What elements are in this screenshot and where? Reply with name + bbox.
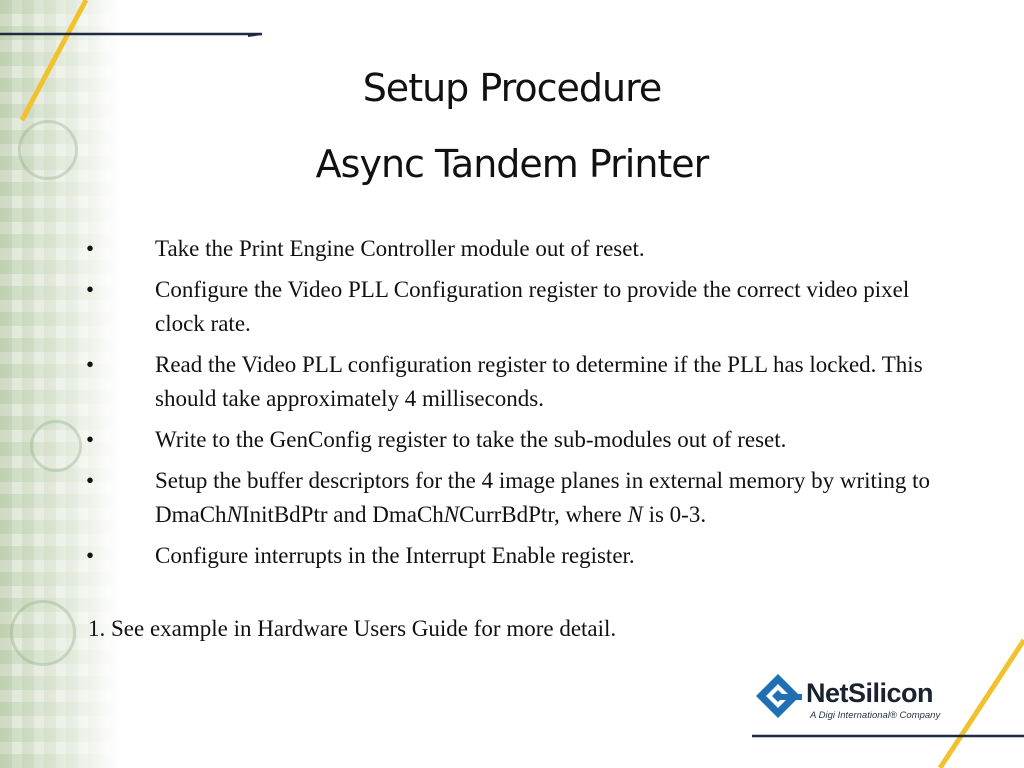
bullet-marker: •: [86, 277, 95, 302]
netsilicon-logo: [752, 670, 962, 726]
bullet-marker: •: [86, 427, 95, 452]
bullet-text: Configure the Video PLL Configuration register to provide the correct video pixel clock rate.: [155, 277, 910, 336]
bullet-marker: •: [86, 236, 95, 261]
bullet-list: [86, 232, 946, 580]
bullet-text: Setup the buffer descriptors for the 4 image planes in external memory by writing to DmaChNInitBdPtr and DmaChNCurrBdPtr, where N is 0-3.: [155, 468, 930, 527]
bullet-text: Read the Video PLL configuration register to determine if the PLL has locked. This should take approximately 4 milliseconds.: [155, 352, 923, 411]
bullet-item: [86, 464, 946, 532]
bullet-text: Configure interrupts in the Interrupt Enable register.: [155, 543, 635, 568]
bullet-text: Write to the GenConfig register to take the sub-modules out of reset.: [155, 427, 787, 452]
bullet-item: [86, 232, 946, 266]
bullet-item: [86, 348, 946, 416]
bullet-item: [86, 539, 946, 573]
bullet-marker: •: [86, 352, 95, 377]
footnote: 1. See example in Hardware Users Guide for more detail.: [88, 616, 617, 641]
slide-title-line1: Setup Procedure: [362, 66, 662, 110]
bullet-item: [86, 423, 946, 457]
netsilicon-logo-icon: [752, 672, 804, 722]
logo-wordmark: NetSilicon: [806, 678, 934, 708]
bullet-text: Take the Print Engine Controller module out of reset.: [155, 236, 645, 261]
bullet-item: [86, 273, 946, 341]
logo-tagline: A Digi International® Company: [810, 710, 941, 721]
bullet-marker: •: [86, 468, 95, 493]
slide-title-line2: Async Tandem Printer: [315, 142, 709, 186]
bullet-marker: •: [86, 543, 95, 568]
